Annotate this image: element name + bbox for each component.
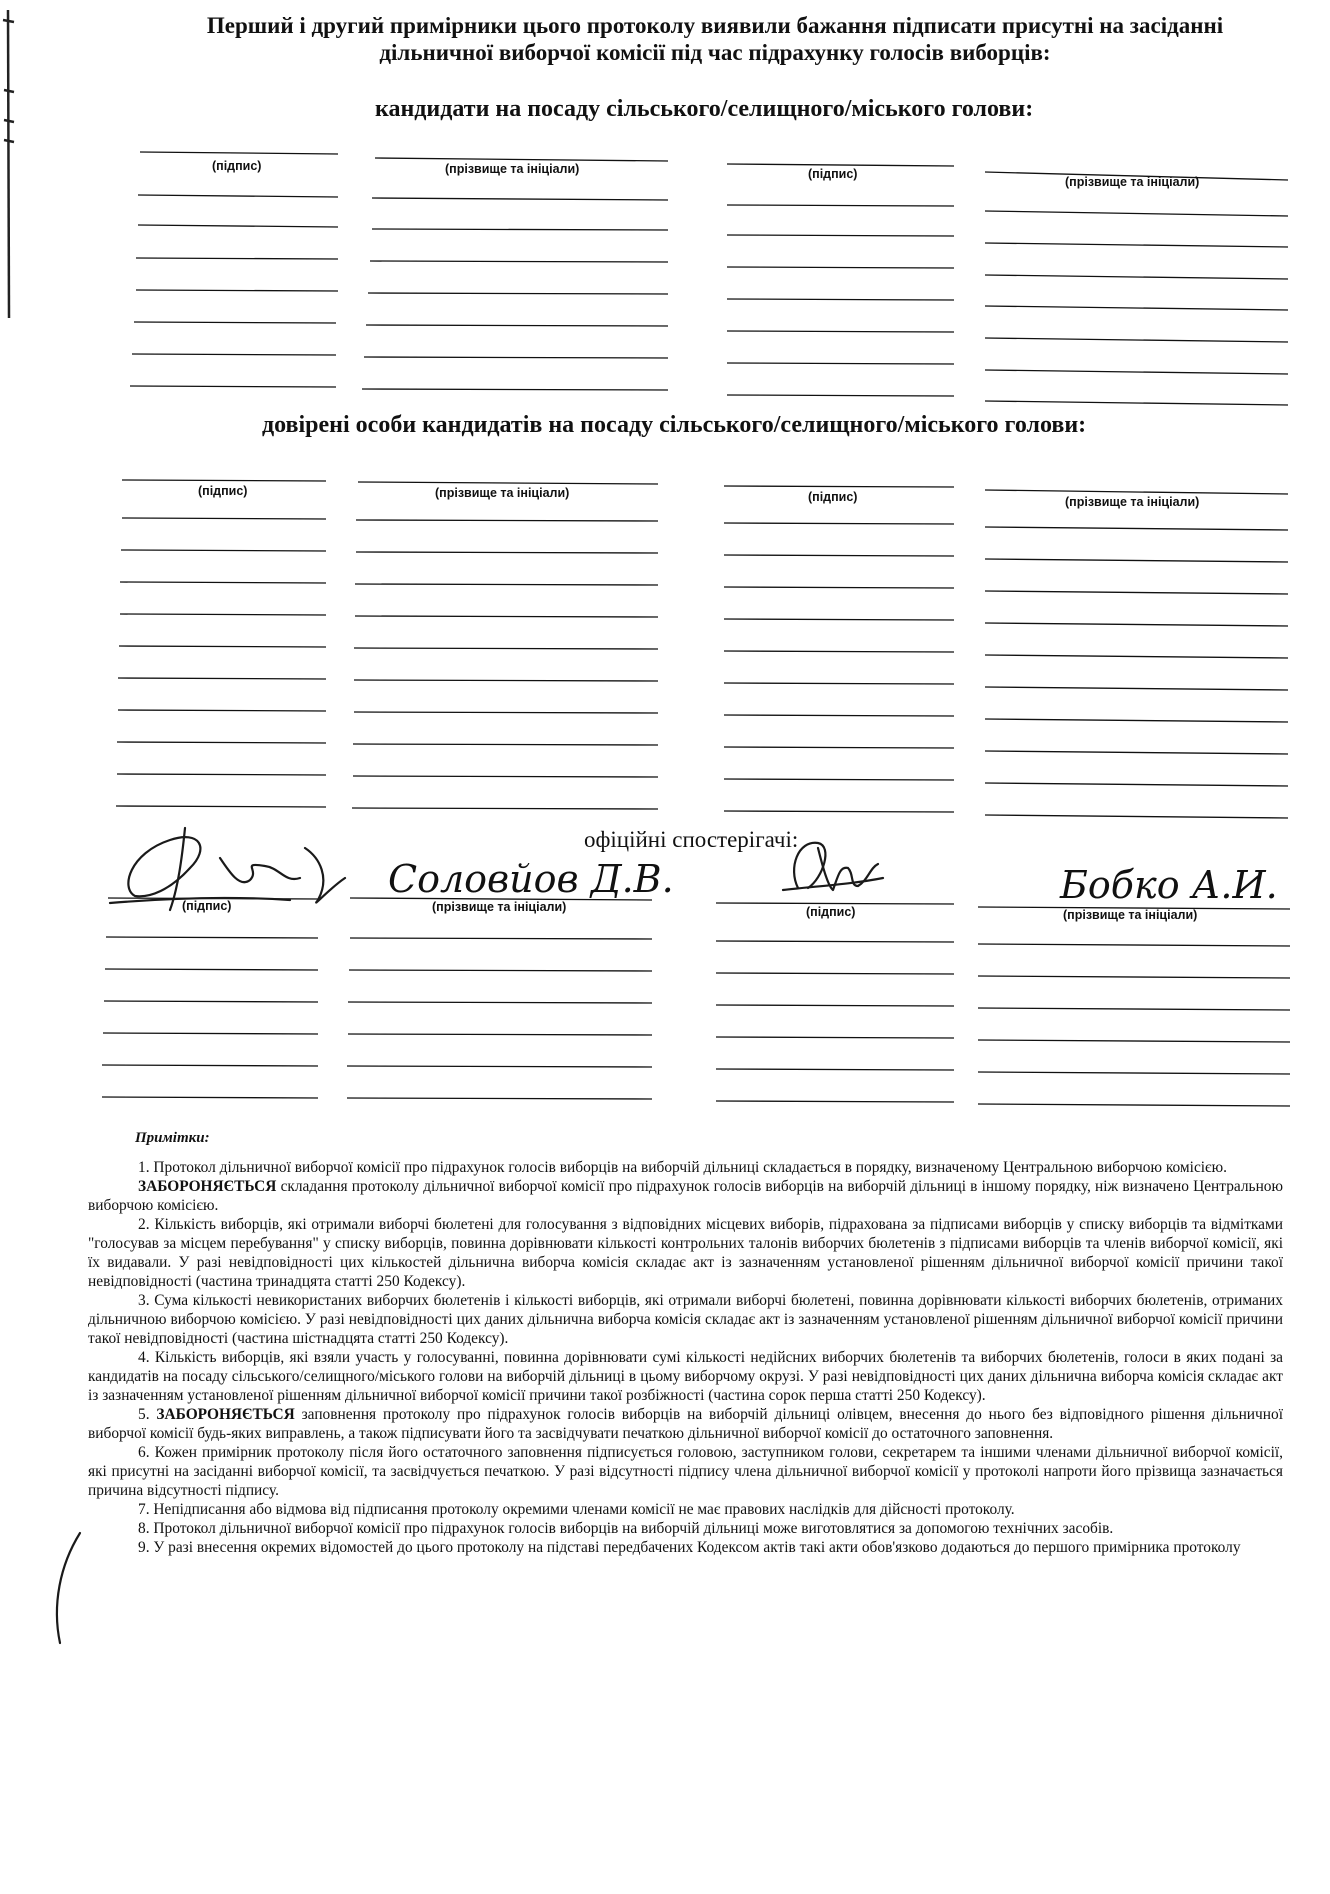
note-1: 1. Протокол дільничної виборчої комісії про підрахунок голосів виборців на виборчій дільниці складається в порядку, визначеному Центральною виборчою комісією.: [138, 1159, 1228, 1176]
note-5: [88, 1405, 1283, 1443]
caption-signature-o1: (підпис): [182, 899, 232, 913]
observer-signature-2: [778, 828, 888, 908]
note-8: 8. Протокол дільничної виборчої комісії про підрахунок голосів виборців на виборчій дільниці може виготовлятися за допомогою технічних засобів.: [138, 1520, 1114, 1537]
candidates-signature-lines: [0, 0, 1330, 420]
caption-name-o2: (прізвище та ініціали): [1063, 908, 1198, 922]
observer-name-2-text: Бобко А.И.: [1060, 863, 1278, 907]
note-9: 9. У разі внесення окремих відомостей до цього протоколу на підставі передбачених Кодексом актів такі акти обов'язково додаються до першого примірника протоколу: [138, 1539, 1241, 1556]
note-3: 3. Сума кількості невикористаних виборчих бюлетенів і кількості виборців, які отримали виборчі бюлетені, повинна дорівнювати кількості виборчих бюлетенів, отриманих дільничною виборчою комісією. У разі невідповідності цих даних дільнична виборча комісія складає акт із зазначенням установленої рішенням дільничної виборчої комісії причини такої невідповідності (частина шістнадцята статті 250 Кодексу).: [88, 1292, 1283, 1347]
note-7: 7. Непідписання або відмова від підписання протоколу окремими членами комісії не має правових наслідків для дійсності протоколу.: [138, 1501, 1015, 1518]
caption-signature-p2: (підпис): [808, 490, 858, 504]
observer-name-1-text: Соловйов Д.В.: [388, 857, 674, 901]
notes-body: [88, 1158, 1283, 1557]
note-5-prefix: 5.: [138, 1406, 157, 1423]
caption-name-p2: (прізвище та ініціали): [1065, 495, 1200, 509]
notes-title: Примітки:: [135, 1130, 210, 1146]
section-heading-candidates: кандидати на посаду сільського/селищного/міського голови:: [375, 96, 1034, 122]
caption-name-p1: (прізвище та ініціали): [435, 486, 570, 500]
note-1-continuation: [88, 1177, 1283, 1215]
section-heading-proxies: довірені особи кандидатів на посаду сільського/селищного/міського голови:: [262, 412, 1087, 438]
note-5-emphasis: ЗАБОРОНЯЄТЬСЯ: [156, 1406, 295, 1423]
note-6: 6. Кожен примірник протоколу після його остаточного заповнення підписується головою, заступником голови, секретарем та іншими членами дільничної виборчої комісії, які присутні на засіданні виборчої комісії, та засвідчується печаткою. У разі відсутності підпису члена дільничної виборчої комісії у протоколі напроти його прізвища зазначається причина відсутності підпису.: [88, 1444, 1283, 1499]
section-heading-observers: офіційні спостерігачі:: [584, 827, 799, 852]
caption-signature-p1: (підпис): [198, 484, 248, 498]
intro-text: Перший і другий примірники цього протоколу виявили бажання підписати присутні на засіданні дільничної виборчої комісії під час підрахунку голосів виборців:: [206, 13, 1224, 65]
note-4: 4. Кількість виборців, які взяли участь у голосуванні, повинна дорівнювати сумі кількості недійсних виборчих бюлетенів та виборчих бюлетенів, голоси в яких подані за кандидатів на посаду сільського/селищного/міського голови на виборчій дільниці в цьому виборчому окрузі. У разі невідповідності цих даних дільнична виборча комісія складає акт із зазначенням установленої рішенням дільничної виборчої комісії причини такої розбіжності (частина сорок перша статті 250 Кодексу).: [88, 1349, 1283, 1404]
note-5-rest: заповнення протоколу про підрахунок голосів виборців на виборчій дільниці олівцем, внесення до нього без відповідного рішення дільничної виборчої комісії будь-яких виправлень, а також підписувати його та засвідчувати печаткою дільничної виборчої комісії до остаточного заповнення.: [88, 1406, 1283, 1442]
caption-signature-o2: (підпис): [806, 905, 856, 919]
margin-bracket: [40, 1525, 90, 1655]
caption-name-o1: (прізвище та ініціали): [432, 900, 567, 914]
caption-signature-c2: (підпис): [808, 167, 858, 181]
proxies-signature-lines: [0, 460, 1330, 830]
caption-name-c1: (прізвище та ініціали): [445, 162, 580, 176]
note-1-rest: складання протоколу дільничної виборчої комісії про підрахунок голосів виборців на виборчій дільниці в іншому порядку, ніж визначено Центральною виборчою комісією.: [88, 1178, 1283, 1214]
note-2: 2. Кількість виборців, які отримали виборчі бюлетені для голосування з відповідних місцевих виборів, підрахована за підписами виборців у списку виборців та відмітками "голосував за місцем перебування" у списку виборців, повинна дорівнювати кількості контрольних талонів виборчих бюлетенів з підписами виборців та членів виборчої комісії, які їх видавали. У разі невідповідності цих кількостей дільнична виборча комісія складає акт із зазначенням установленої рішенням дільничної виборчої комісії причини такої невідповідності (частина тринадцята статті 250 Кодексу).: [88, 1216, 1283, 1290]
caption-signature-c1: (підпис): [212, 159, 262, 173]
caption-name-c2: (прізвище та ініціали): [1065, 175, 1200, 189]
note-1-emphasis: ЗАБОРОНЯЄТЬСЯ: [138, 1178, 277, 1195]
